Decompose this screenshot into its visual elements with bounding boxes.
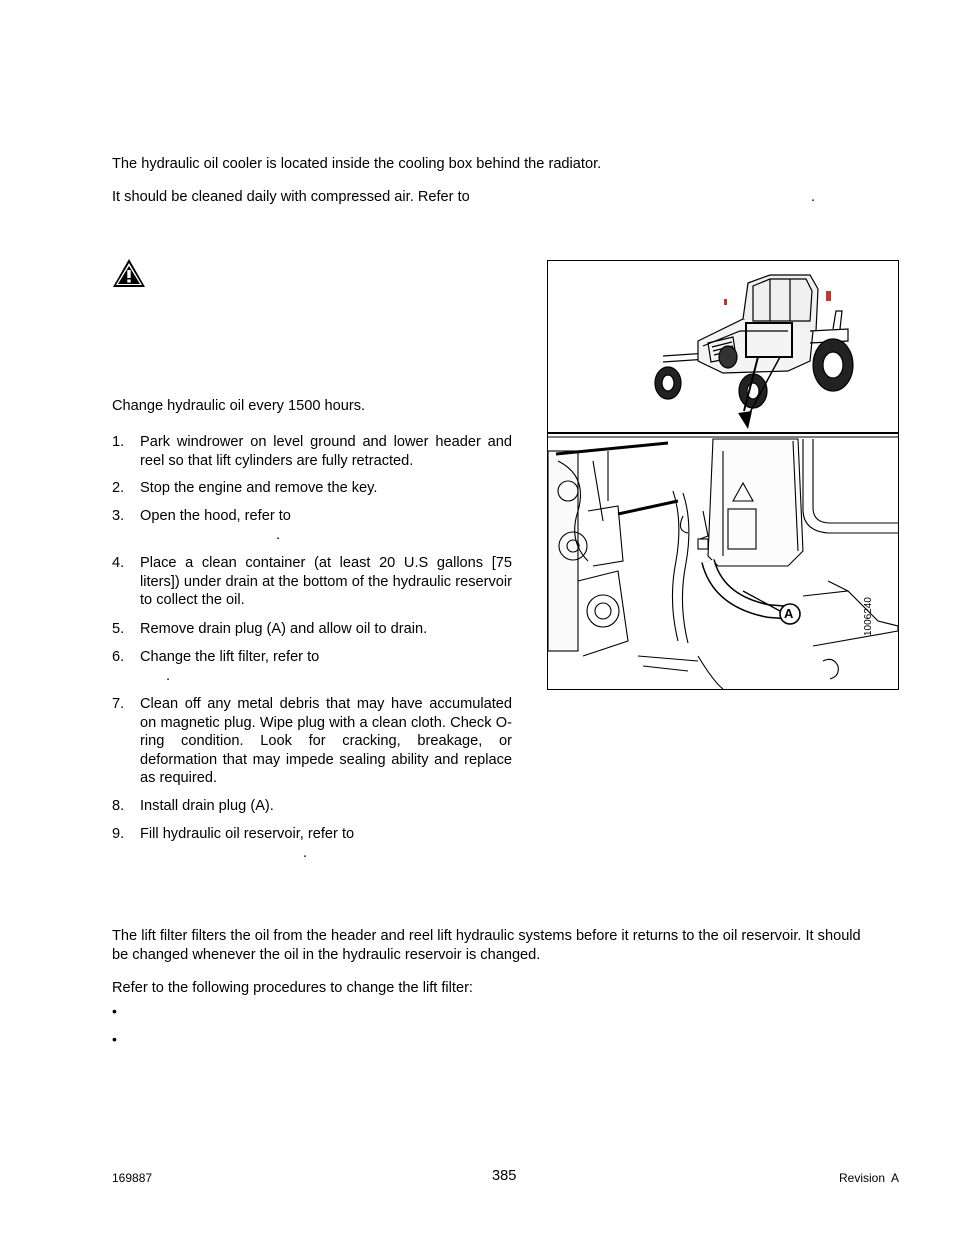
footer-revision: Revision A bbox=[839, 1171, 900, 1185]
step-6 bbox=[112, 648, 512, 667]
lift-filter-para-1: The lift filter filters the oil from the header and reel lift hydraulic systems before it returns to the oil reservoir. It should be changed whenever the oil in the hydraulic reservoir is changed. bbox=[112, 928, 861, 963]
warning-triangle-icon bbox=[112, 258, 146, 288]
step-text: Remove drain plug (A) and allow oil to drain. bbox=[140, 621, 428, 637]
intro-line-1: The hydraulic oil cooler is located inside the cooling box behind the radiator. bbox=[112, 156, 602, 172]
figure-id: 1006240 bbox=[863, 597, 874, 636]
step-9 bbox=[112, 825, 512, 844]
step-5 bbox=[112, 620, 512, 639]
intro-line-2 bbox=[112, 188, 470, 207]
step-1 bbox=[112, 433, 512, 470]
step-text: Place a clean container (at least 20 U.S gallons [75 liters]) under drain at the bottom of the hydraulic reservoir to collect the oil. bbox=[140, 555, 512, 609]
step-9-tail: . bbox=[303, 845, 308, 861]
lift-filter-bullet-1: • bbox=[112, 1003, 117, 1019]
lift-filter-bullet-2: • bbox=[112, 1031, 117, 1047]
step-text: Open the hood, refer to bbox=[140, 508, 291, 524]
callout-a-label: A bbox=[784, 606, 794, 621]
step-3-tail: . bbox=[276, 527, 281, 543]
step-number: 6. bbox=[112, 649, 125, 665]
footer-doc-number: 169887 bbox=[112, 1171, 153, 1185]
step-text: Install drain plug (A). bbox=[140, 798, 274, 814]
step-8 bbox=[112, 797, 512, 816]
step-text: Change the lift filter, refer to bbox=[140, 649, 320, 665]
step-3 bbox=[112, 507, 512, 526]
step-text: Clean off any metal debris that may have accumulated on magnetic plug. Wipe plug with a clean cloth. Check O-ring condition. Look for cracking, breakage, or deformation that may impede sealing ability and replace as required. bbox=[140, 696, 512, 787]
step-2 bbox=[112, 479, 512, 498]
step-7 bbox=[112, 695, 512, 788]
figure-illustration bbox=[548, 261, 898, 689]
step-number: 2. bbox=[112, 480, 125, 496]
step-number: 8. bbox=[112, 798, 125, 814]
step-text: Stop the engine and remove the key. bbox=[140, 480, 378, 496]
step-number: 7. bbox=[112, 696, 125, 712]
intro-line-2-text: It should be cleaned daily with compressed air. Refer to bbox=[112, 189, 470, 205]
reservoir-drain-figure bbox=[547, 260, 899, 690]
footer-page-number: 385 bbox=[492, 1168, 517, 1184]
step-number: 1. bbox=[112, 434, 125, 450]
step-number: 3. bbox=[112, 508, 125, 524]
step-text: Park windrower on level ground and lower header and reel so that lift cylinders are fully retracted. bbox=[140, 434, 512, 469]
lift-filter-para-2: Refer to the following procedures to change the lift filter: bbox=[112, 980, 473, 996]
step-6-tail: . bbox=[166, 668, 171, 684]
step-number: 9. bbox=[112, 826, 125, 842]
step-4 bbox=[112, 554, 512, 610]
step-number: 5. bbox=[112, 621, 125, 637]
change-oil-lead: Change hydraulic oil every 1500 hours. bbox=[112, 398, 366, 414]
intro-line-2-period: . bbox=[811, 189, 816, 205]
step-number: 4. bbox=[112, 555, 125, 571]
step-text: Fill hydraulic oil reservoir, refer to bbox=[140, 826, 355, 842]
